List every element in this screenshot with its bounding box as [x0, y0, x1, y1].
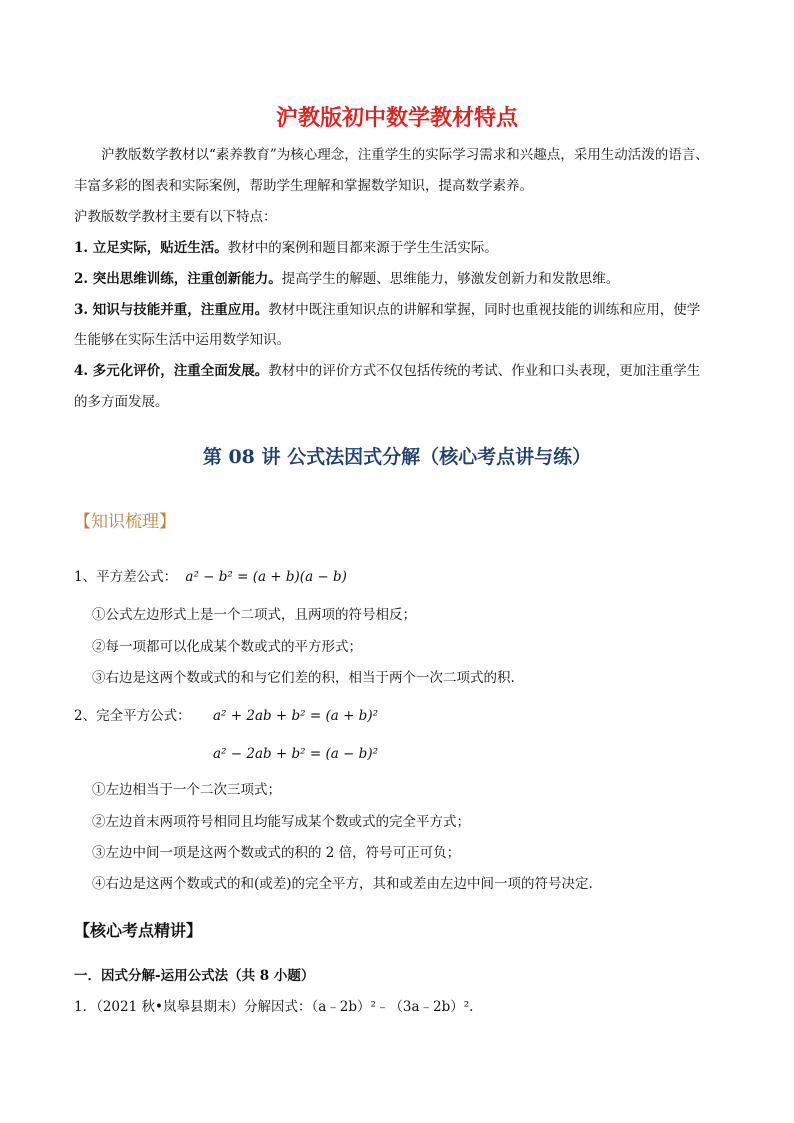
feature-point-1-title: 1. 立足实际，贴近生活。	[74, 240, 228, 256]
formula-1-note-3: ③右边是这两个数或式的和与它们差的积，相当于两个一次二项式的积.	[92, 670, 515, 686]
formula-2-note-2: ②左边首末两项符号相同且均能写成某个数或式的完全平方式；	[92, 814, 470, 830]
perfect-square-sum-formula: a² + 2ab + b² = (a + b)²	[213, 708, 379, 724]
formula-1-row	[74, 567, 347, 587]
formula-1-note-1: ①公式左边形式上是一个二项式，且两项的符号相反；	[92, 607, 416, 623]
topic-heading: 一．因式分解-运用公式法（共 8 小题）	[74, 968, 315, 984]
feature-point-2	[74, 269, 619, 289]
feature-point-4-text: 教材中的评价方式不仅包括传统的考试、作业和口头表现，更加注重学生	[268, 363, 701, 379]
feature-point-4-continued: 的多方面发展。	[74, 394, 169, 410]
intro-features-lead: 沪教版数学教材主要有以下特点：	[74, 209, 277, 225]
feature-point-2-title: 2. 突出思维训练，注重创新能力。	[74, 271, 282, 287]
page-title: 沪教版初中数学教材特点	[275, 106, 518, 131]
formula-2-note-4: ④右边是这两个数或式的和(或差)的完全平方，其和或差由左边中间一项的符号决定.	[92, 876, 593, 892]
intro-paragraph-line-2: 丰富多彩的图表和实际案例，帮助学生理解和掌握数学知识，提高数学素养。	[74, 178, 533, 194]
formula-1-note-2: ②每一项都可以化成某个数或式的平方形式；	[92, 639, 362, 655]
feature-point-3-continued: 生能够在实际生活中运用数学知识。	[74, 332, 290, 348]
intro-paragraph-line-1: 沪教版数学教材以“素养教育”为核心理念，注重学生的实际学习需求和兴趣点，采用生动活泼的语言、	[101, 147, 709, 163]
perfect-square-difference-formula: a² − 2ab + b² = (a − b)²	[213, 746, 379, 762]
feature-point-3-title: 3. 知识与技能并重，注重应用。	[74, 302, 269, 318]
difference-of-squares-formula: a² − b² = (a + b)(a − b)	[185, 569, 347, 585]
feature-point-3	[74, 300, 700, 320]
feature-point-1	[74, 238, 498, 258]
formula-2-label: 2、完全平方公式：	[74, 708, 191, 724]
feature-point-3-text: 教材中既注重知识点的讲解和掌握，同时也重视技能的训练和应用，使学	[268, 302, 701, 318]
lecture-title: 第 08 讲 公式法因式分解（核心考点讲与练）	[202, 446, 592, 468]
formula-2-note-1: ①左边相当于一个二次三项式；	[92, 782, 281, 798]
question-1: 1．（2021 秋•岚皋县期末）分解因式：（a﹣2b）²﹣（3a﹣2b）².	[74, 999, 474, 1015]
feature-point-2-text: 提高学生的解题、思维能力，够激发创新力和发散思维。	[281, 271, 620, 287]
formula-1-label: 1、平方差公式：	[74, 569, 178, 585]
feature-point-1-text: 教材中的案例和题目都来源于学生生活实际。	[227, 240, 498, 256]
knowledge-section-label: 【知识梳理】	[74, 512, 176, 532]
feature-point-4	[74, 361, 700, 381]
feature-point-4-title: 4. 多元化评价，注重全面发展。	[74, 363, 269, 379]
formula-2-note-3: ③左边中间一项是这两个数或式的积的 2 倍，符号可正可负；	[92, 845, 461, 861]
core-points-heading: 【核心考点精讲】	[74, 921, 203, 940]
